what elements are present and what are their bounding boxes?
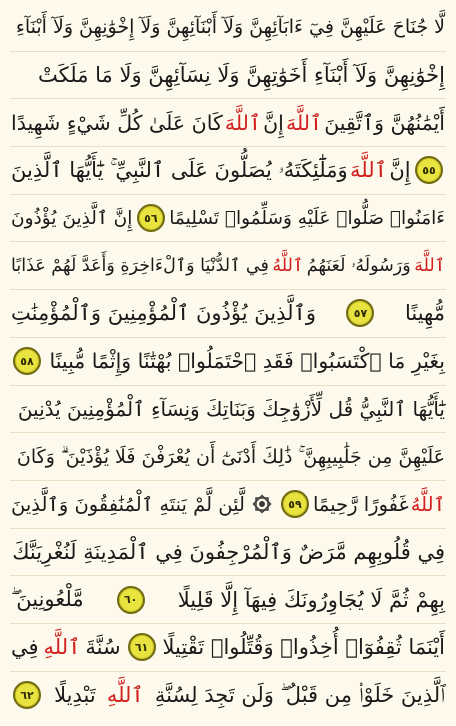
verse-line [10, 433, 446, 481]
verse-line [10, 576, 446, 624]
ayah-end-marker-icon: ٦١ [128, 633, 156, 661]
verse-text: أَيْنَمَا ثُقِفُوٓا۟ أُخِذُوا۟ وَقُتِّلُوا۟ تَقْتِيلًا [162, 635, 445, 660]
divine-name-text: ٱللَّهِ [43, 635, 81, 660]
verse-line [10, 290, 446, 338]
verse-line [10, 672, 446, 720]
verse-text: ءَامَنُوا۟ صَلُّوا۟ عَلَيْهِ وَسَلِّمُوا۟ تَسْلِيمًا [169, 207, 445, 229]
verse-text: وَٱلَّذِينَ يُؤْذُونَ ٱلْمُؤْمِنِينَ وَٱلْمُؤْمِنَٰتِ [11, 301, 316, 326]
ayah-end-marker-icon: ٦٢ [13, 681, 41, 709]
verse-line [10, 242, 446, 290]
divine-name-text: ٱللَّهِ [106, 683, 144, 708]
ayah-end-marker-icon: ٥٥ [415, 156, 443, 184]
verse-text: يَٰٓأَيُّهَا ٱلنَّبِيُّ قُل لِّأَزْوَٰجِكَ وَبَنَاتِكَ وَنِسَآءِ ٱلْمُؤْمِنِينَ يُدْنِينَ [17, 396, 445, 421]
verse-text: سُنَّةَ [85, 635, 121, 660]
divine-name-text: ٱللَّهُ [272, 255, 304, 276]
verse-line [10, 529, 446, 577]
verse-line [10, 52, 446, 100]
verse-line [10, 195, 446, 243]
verse-text: لَّئِن لَّمْ يَنتَهِ ٱلْمُنَٰفِقُونَ وَٱلَّذِينَ [10, 492, 245, 516]
verse-text: كَانَ عَلَىٰ كُلِّ شَيْءٍ شَهِيدًا [11, 110, 223, 135]
verse-line [10, 624, 446, 672]
ayah-end-marker-icon: ٥٧ [346, 299, 374, 327]
divine-name-text: ٱللَّهَ [350, 158, 387, 183]
verse-text: أَيْمَٰنُهُنَّ وَٱتَّقِينَ [324, 110, 445, 135]
verse-text: ٱلَّذِينَ خَلَوْا۟ مِن قَبْلُ ۖ وَلَن تَجِدَ لِسُنَّةِ [154, 682, 445, 707]
verse-line [10, 147, 446, 195]
verse-text: لَّا جُنَاحَ عَلَيْهِنَّ فِيٓ ءَابَآئِهِنَّ وَلَآ أَبْنَآئِهِنَّ وَلَآ إِخْوَٰنِهِنَّ وَلَآ أَبْنَآءِ [15, 16, 445, 39]
rub-el-hizb-icon [249, 491, 275, 517]
ayah-end-marker-icon: ٥٩ [281, 490, 309, 518]
verse-text: إِنَّ [263, 110, 284, 135]
verse-text: تَبْدِيلًا [54, 683, 96, 708]
verse-line [10, 4, 446, 52]
verse-text: وَمَلَٰٓئِكَتَهُۥ يُصَلُّونَ عَلَى ٱلنَّبِيِّ ۚ يَٰٓأَيُّهَا ٱلَّذِينَ [11, 157, 348, 182]
verse-text: إِخْوَٰنِهِنَّ وَلَآ أَبْنَآءِ أَخَوَٰتِهِنَّ وَلَا نِسَآئِهِنَّ وَلَا مَا مَلَكَتْ [38, 63, 445, 88]
verse-text: عَلَيْهِنَّ مِن جَلَٰبِيبِهِنَّ ۚ ذَٰلِكَ أَدْنَىٰٓ أَن يُعْرَفْنَ فَلَا يُؤْذَيْنَ ۗ وَكَانَ [16, 445, 445, 468]
verse-text: بِغَيْرِ مَا ٱكْتَسَبُوا۟ فَقَدِ ٱحْتَمَلُوا۟ بُهْتَٰنًا وَإِثْمًا مُّبِينًا [49, 349, 445, 374]
verse-text: فِي قُلُوبِهِم مَّرَضٌ وَٱلْمُرْجِفُونَ فِي ٱلْمَدِينَةِ لَنُغْرِيَنَّكَ [12, 539, 445, 564]
verse-line [10, 481, 446, 529]
verse-text: مَّلْعُونِينَ ۖ [11, 587, 84, 612]
ayah-end-marker-icon: ٥٦ [137, 204, 165, 232]
verse-text: غَفُورًا رَّحِيمًا [312, 492, 409, 516]
verse-text: إِنَّ ٱلَّذِينَ يُؤْذُونَ [11, 207, 133, 229]
divine-name-text: ٱللَّهُ [410, 492, 445, 516]
verse-line [10, 338, 446, 386]
ayah-end-marker-icon: ٦٠ [117, 586, 145, 614]
verse-text: بِهِمْ ثُمَّ لَا يُجَاوِرُونَكَ فِيهَآ إِلَّا قَلِيلًا [177, 587, 445, 612]
verse-line [10, 386, 446, 434]
ayah-end-marker-icon: ٥٨ [13, 347, 41, 375]
divine-name-text: ٱللَّهَ [414, 255, 445, 276]
divine-name-text: ٱللَّهَ [286, 110, 323, 135]
verse-text: مُّهِينًا [404, 301, 445, 326]
verse-text: وَرَسُولَهُۥ لَعَنَهُمُ [306, 255, 411, 276]
verse-line [10, 99, 446, 147]
divine-name-text: ٱللَّهَ [224, 110, 261, 135]
verse-text: فِي ٱلدُّنْيَا وَٱلْءَاخِرَةِ وَأَعَدَّ لَهُمْ عَذَابًا [11, 255, 269, 276]
verse-text: إِنَّ [389, 158, 411, 183]
verse-text: فِي [11, 635, 39, 660]
